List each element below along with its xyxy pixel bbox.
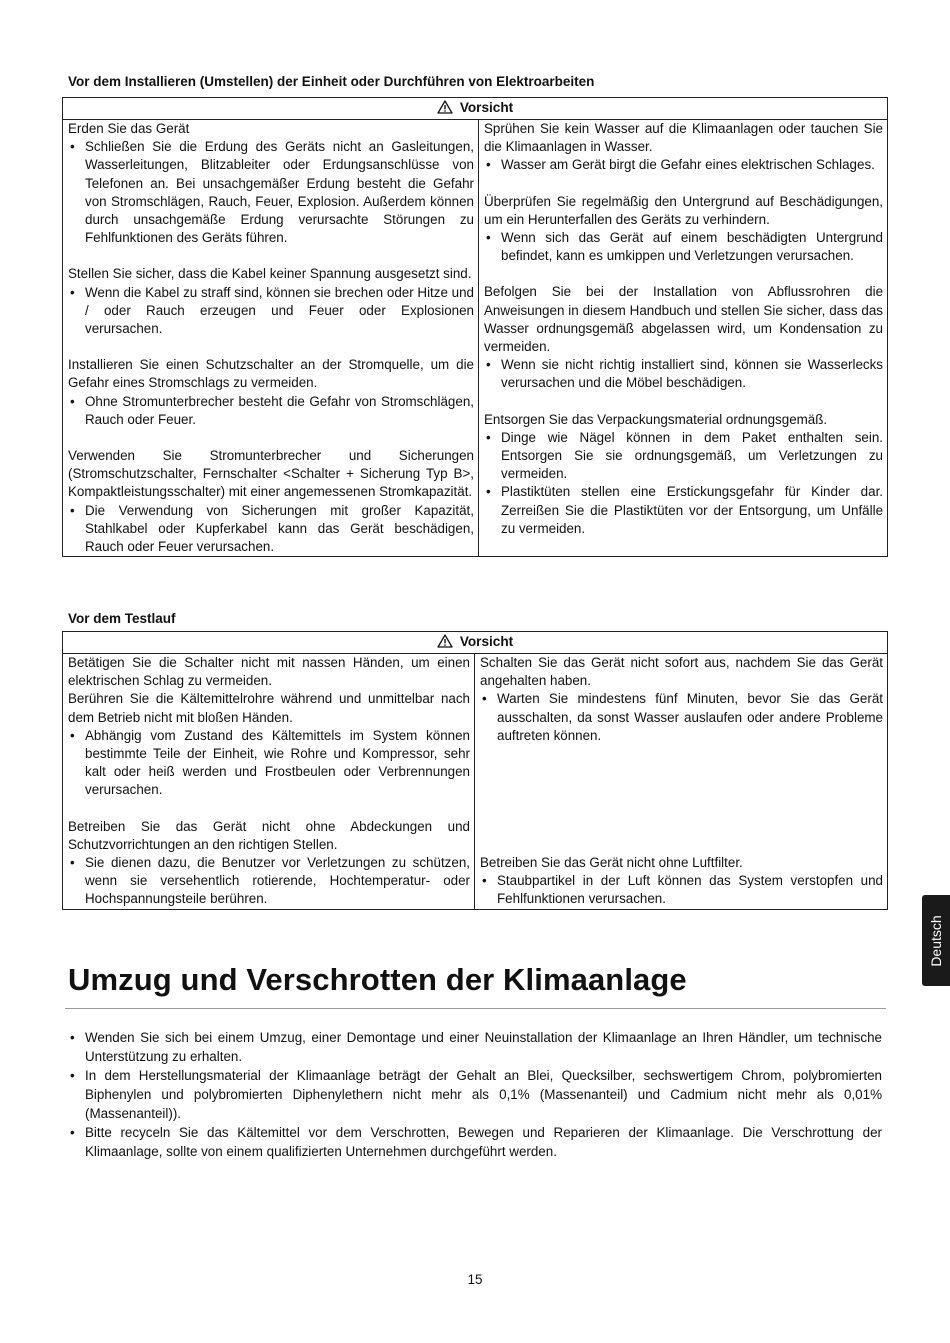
instruction-title: Stellen Sie sicher, dass die Kabel keiner Spannung ausgesetzt sind.: [68, 266, 472, 282]
caution-left-column: [63, 120, 479, 557]
list-item: • In dem Herstellungsmaterial der Klimaanlage beträgt der Gehalt an Blei, Quecksilber, sechswertigem Chrom, polybromierten Biphenylen und polybromierten Diphenylethern nicht mehr als 0,1% (Massenanteil) und Cadmium nicht mehr als 0,01% (Massenanteil)).: [68, 1066, 882, 1123]
warning-triangle-icon: [437, 100, 453, 119]
relocation-bullet-list: [68, 1028, 882, 1161]
language-tab: [922, 895, 950, 986]
instruction-bullet: • Ohne Stromunterbrecher besteht die Gefahr von Stromschlägen, Rauch oder Feuer.: [68, 393, 474, 429]
instruction-title: Überprüfen Sie regelmäßig den Untergrund auf Beschädigungen, um ein Herunterfallen des Geräts zu verhindern.: [484, 193, 884, 227]
instruction-bullet: • Wenn die Kabel zu straff sind, können sie brechen oder Hitze und / oder Rauch erzeugen und Feuer oder Explosionen verursachen.: [68, 284, 474, 339]
language-tab-label: Deutsch: [928, 914, 944, 967]
instruction-title: Berühren Sie die Kältemittelrohre während und unmittelbar nach dem Betrieb nicht mit bloßen Händen.: [68, 691, 470, 725]
section-heading-installation: Vor dem Installieren (Umstellen) der Einheit oder Durchführen von Elektroarbeiten: [68, 74, 595, 89]
list-item: • Bitte recyceln Sie das Kältemittel vor dem Verschrotten, Bewegen und Reparieren der Klimaanlage. Die Verschrottung der Klimaanlage, sollte von einem qualifizierten Unternehmen durchgeführt werden.: [68, 1123, 882, 1161]
instruction-title: Sprühen Sie kein Wasser auf die Klimaanlagen oder tauchen Sie die Klimaanlagen in Wasser.: [484, 121, 884, 155]
caution-right-column: [479, 120, 888, 557]
instruction-bullet: • Sie dienen dazu, die Benutzer vor Verletzungen zu schützen, wenn sie versehentlich rotierende, Hochtemperatur- oder Hochspannungsteile berühren.: [68, 854, 470, 909]
instruction-title: Befolgen Sie bei der Installation von Abflussrohren die Anweisungen in diesem Handbuch und stellen Sie sicher, dass das Wasser ordnungsgemäß abgelassen wird, um Kondensation zu vermeiden.: [484, 284, 884, 355]
caution-header-row: [63, 98, 888, 120]
instruction-title: Betätigen Sie die Schalter nicht mit nassen Händen, um einen elektrischen Schlag zu vermeiden.: [68, 655, 470, 689]
caution-left-column: [63, 654, 475, 910]
list-item: • Wenden Sie sich bei einem Umzug, einer Demontage und einer Neuinstallation der Klimaanlage an Ihren Händler, um technische Unterstützung zu erhalten.: [68, 1028, 882, 1066]
instruction-title: Betreiben Sie das Gerät nicht ohne Luftfilter.: [480, 855, 743, 871]
section-heading-test-run: Vor dem Testlauf: [68, 611, 176, 626]
instruction-bullet: • Staubpartikel in der Luft können das System verstopfen und Fehlfunktionen verursachen.: [480, 872, 883, 908]
warning-triangle-icon: [437, 634, 453, 653]
instruction-title: Erden Sie das Gerät: [68, 121, 190, 136]
instruction-title: Installieren Sie einen Schutzschalter an der Stromquelle, um die Gefahr eines Stromschlags zu vermeiden.: [68, 357, 474, 391]
instruction-bullet: • Schließen Sie die Erdung des Geräts nicht an Gasleitungen, Wasserleitungen, Blitzableiter oder Erdungsanschlüsse von Telefonen an. Bei unsachgemäßer Erdung besteht die Gefahr von Stromschlägen, Rauch, Feuer, Explosion. Außerdem können durch unsachgemäße Erdung verursachte Störungen zu Fehlfunktionen des Geräts führen.: [68, 138, 474, 247]
instruction-title: Verwenden Sie Stromunterbrecher und Sicherungen (Stromschutzschalter, Fernschalter <Schalter + Sicherung Typ B>, Kompaktleistungsschalter) mit einer angemessenen Stromkapazität.: [68, 448, 474, 500]
instruction-bullet: • Dinge wie Nägel können in dem Paket enthalten sein. Entsorgen Sie sie ordnungsgemäß, um Verletzungen zu vermeiden.: [484, 429, 883, 484]
caution-header: [63, 632, 888, 654]
instruction-bullet: • Abhängig vom Zustand des Kältemittels im System können bestimmte Teile der Einheit, wie Rohre und Kompressor, sehr kalt oder heiß werden und Frostbeulen oder Verbrennungen verursachen.: [68, 727, 470, 800]
chapter-title: Umzug und Verschrotten der Klimaanlage: [68, 962, 687, 997]
instruction-title: Schalten Sie das Gerät nicht sofort aus, nachdem Sie das Gerät angehalten haben.: [480, 655, 884, 689]
caution-table-test-run: [62, 631, 888, 910]
instruction-bullet: • Warten Sie mindestens fünf Minuten, bevor Sie das Gerät ausschalten, da sonst Wasser auslaufen oder andere Probleme auftreten können.: [480, 690, 883, 745]
page-number: 15: [467, 1272, 483, 1287]
instruction-title: Entsorgen Sie das Verpackungsmaterial ordnungsgemäß.: [484, 411, 828, 427]
instruction-bullet: • Wenn sie nicht richtig installiert sind, können sie Wasserlecks verursachen und die Möbel beschädigen.: [484, 356, 883, 392]
title-divider: [65, 1008, 886, 1009]
instruction-bullet: • Die Verwendung von Sicherungen mit großer Kapazität, Stahlkabel oder Kupferkabel kann das Gerät beschädigen, Rauch oder Feuer verursachen.: [68, 502, 474, 557]
caution-label: Vorsicht: [459, 100, 514, 115]
caution-right-column: [475, 654, 888, 910]
caution-table-installation: [62, 97, 888, 557]
instruction-bullet: • Wasser am Gerät birgt die Gefahr eines elektrischen Schlages.: [484, 156, 883, 174]
caution-label: Vorsicht: [459, 634, 514, 649]
caution-header: [63, 98, 888, 120]
instruction-bullet: • Plastiktüten stellen eine Erstickungsgefahr für Kinder dar. Zerreißen Sie die Plastiktüten vor der Entsorgung, um Unfälle zu vermeiden.: [484, 483, 883, 538]
instruction-title: Betreiben Sie das Gerät nicht ohne Abdeckungen und Schutzvorrichtungen an den richtigen Stellen.: [68, 818, 470, 852]
instruction-bullet: • Wenn sich das Gerät auf einem beschädigten Untergrund befindet, kann es umkippen und Verletzungen verursachen.: [484, 229, 883, 265]
